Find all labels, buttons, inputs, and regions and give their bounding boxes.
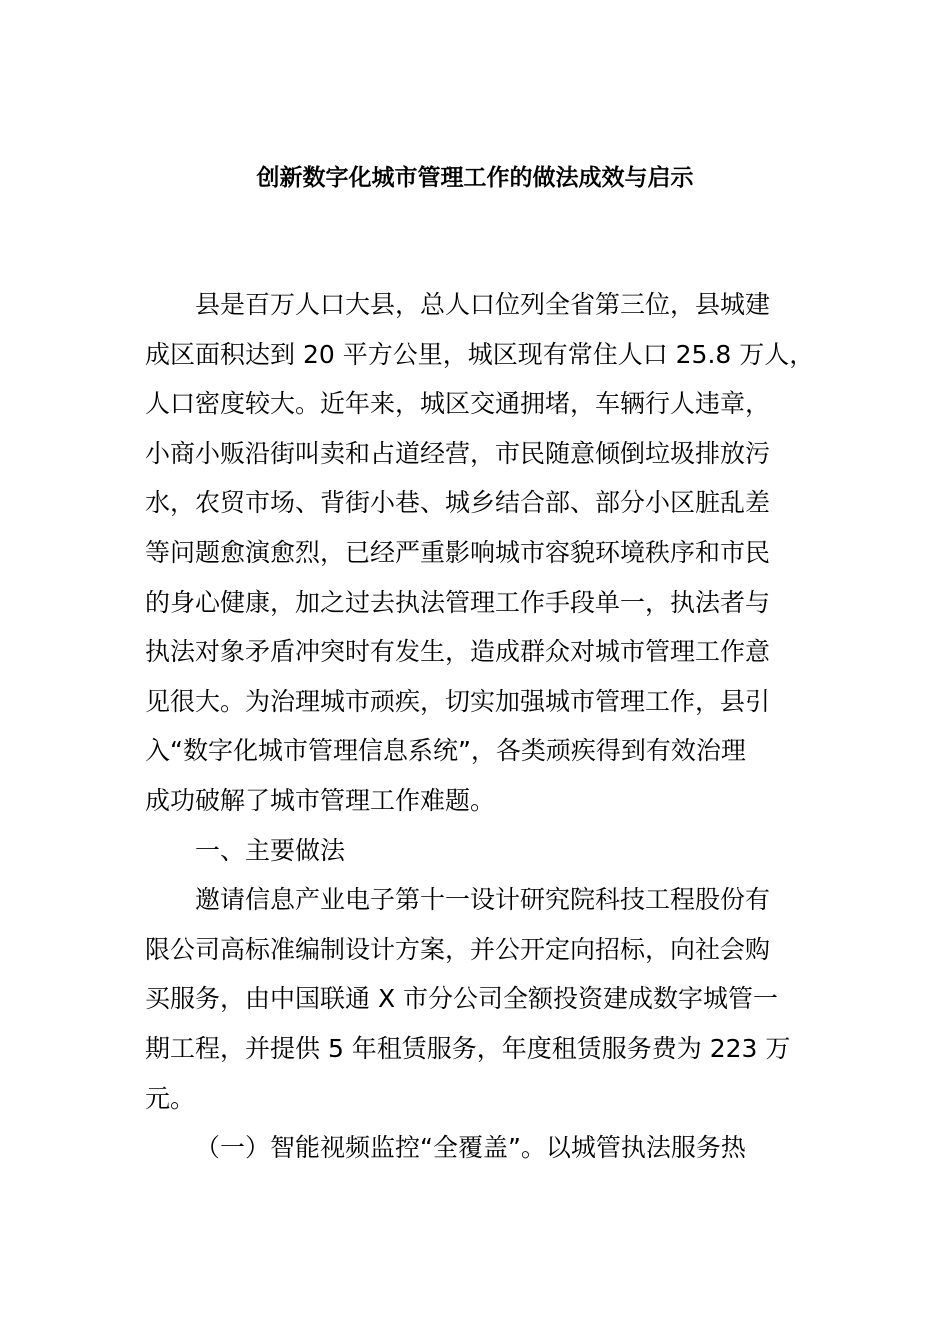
subsection-heading-line: （一）智能视频监控“全覆盖”。以城管执法服务热: [195, 1133, 746, 1163]
paragraph-line: 人口密度较大。近年来，城区交通拥堵，车辆行人违章，: [145, 389, 771, 419]
paragraph-line: 买服务，由中国联通 X 市分公司全额投资建成数字城管一: [145, 984, 779, 1014]
paragraph-line: 见很大。为治理城市顽疾，切实加强城市管理工作，县引: [145, 686, 771, 716]
paragraph-line: 等问题愈演愈烈，已经严重影响城市容貌环境秩序和市民: [145, 537, 771, 567]
paragraph-line: 水，农贸市场、背街小巷、城乡结合部、部分小区脏乱差: [145, 488, 771, 518]
paragraph-line: 元。: [145, 1083, 196, 1113]
document-body: [145, 280, 830, 1173]
paragraph-line: 的身心健康，加之过去执法管理工作手段单一，执法者与: [145, 587, 771, 617]
paragraph-line: 小商小贩沿街叫卖和占道经营，市民随意倾倒垃圾排放污: [145, 438, 771, 468]
paragraph-line: 执法对象矛盾冲突时有发生，造成群众对城市管理工作意: [145, 637, 771, 667]
paragraph-line: 限公司高标准编制设计方案，并公开定向招标，向社会购: [145, 934, 771, 964]
section-heading: 一、主要做法: [195, 835, 346, 865]
paragraph-line: 县是百万人口大县，总人口位列全省第三位，县城建: [195, 290, 771, 319]
paragraph-line: 成区面积达到 20 平方公里，城区现有常住人口 25.8 万人，: [145, 339, 815, 369]
paragraph-line: 成功破解了城市管理工作难题。: [145, 785, 496, 815]
paragraph-line: 邀请信息产业电子第十一设计研究院科技工程股份有: [195, 885, 771, 915]
paragraph-line: 入“数字化城市管理信息系统”，各类顽疾得到有效治理: [145, 736, 746, 766]
paragraph-line: 期工程，并提供 5 年租赁服务，年度租赁服务费为 223 万: [145, 1033, 791, 1063]
document-title: 创新数字化城市管理工作的做法成效与启示: [256, 165, 694, 191]
